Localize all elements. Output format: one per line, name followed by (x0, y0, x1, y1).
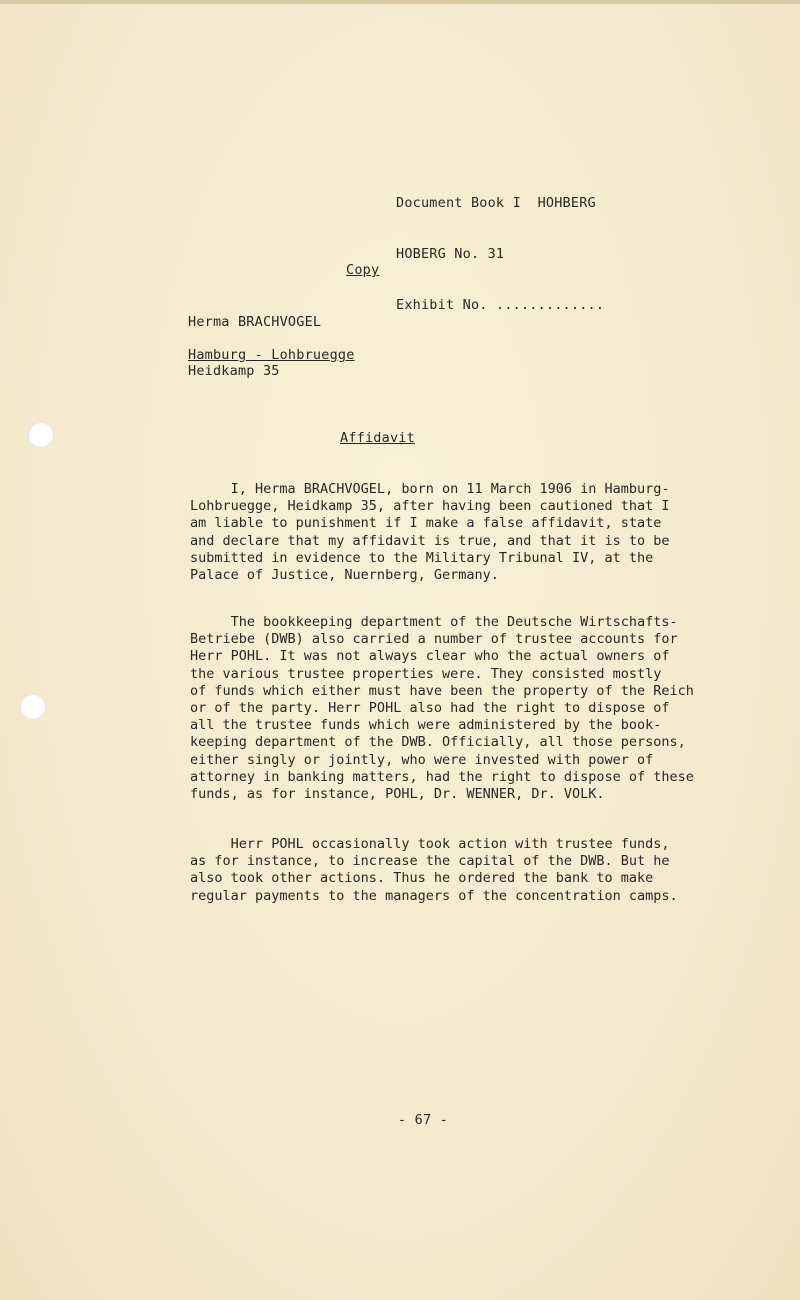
paragraph-line: all the trustee funds which were administered by the book- (190, 717, 662, 734)
punch-hole-lower (20, 694, 46, 720)
paragraph-trustee-accounts (190, 614, 730, 803)
paragraph-line: am liable to punishment if I make a false affidavit, state (190, 515, 662, 532)
paragraph-line: or of the party. Herr POHL also had the right to dispose of (190, 700, 670, 717)
paragraph-line: Betriebe (DWB) also carried a number of trustee accounts for (190, 631, 678, 648)
paragraph-line: submitted in evidence to the Military Tribunal IV, at the (190, 549, 654, 566)
paragraph-line: the various trustee properties were. They consisted mostly (190, 665, 662, 682)
paragraph-line: I, Herma BRACHVOGEL, born on 11 March 1906 in Hamburg- (190, 481, 670, 497)
paragraph-line: Palace of Justice, Nuernberg, Germany. (190, 567, 499, 584)
paragraph-line: and declare that my affidavit is true, and that it is to be (190, 532, 670, 549)
paragraph-line: Lohbruegge, Heidkamp 35, after having been cautioned that I (190, 498, 670, 515)
paragraph-line: regular payments to the managers of the concentration camps. (190, 887, 678, 904)
paragraph-line: Herr POHL occasionally took action with trustee funds, (190, 836, 670, 852)
paragraph-line: also took other actions. Thus he ordered the bank to make (190, 870, 654, 887)
paragraph-line: as for instance, to increase the capital of the DWB. But he (190, 853, 670, 870)
paragraph-pohl-actions (190, 836, 730, 905)
paragraph-line: funds, as for instance, POHL, Dr. WENNER, Dr. VOLK. (190, 786, 605, 803)
paragraph-line: Herr POHL. It was not always clear who the actual owners of (190, 648, 670, 665)
author-address-street: Heidkamp 35 (188, 363, 280, 379)
page-number: - 67 - (398, 1112, 448, 1128)
paragraph-line: keeping department of the DWB. Officially, all those persons, (190, 734, 686, 751)
header-line-hoberg-number: HOBERG No. 31 (396, 246, 505, 262)
author-name: Herma BRACHVOGEL (188, 314, 322, 330)
paragraph-line: either singly or jointly, who were invested with power of (190, 751, 654, 768)
document-title: Affidavit (340, 430, 415, 446)
copy-label: Copy (346, 262, 380, 278)
header-line-exhibit-number: Exhibit No. ............. (396, 297, 605, 313)
page-top-edge (0, 0, 800, 4)
paragraph-line: of funds which either must have been the property of the Reich (190, 682, 694, 699)
punch-hole-upper (28, 422, 54, 448)
header-line-document-book: Document Book I HOHBERG (396, 195, 596, 211)
document-header (396, 161, 604, 348)
paragraph-line: The bookkeeping department of the Deutsche Wirtschafts- (190, 614, 678, 630)
paragraph-declaration (190, 481, 730, 584)
paragraph-line: attorney in banking matters, had the right to dispose of these (190, 768, 694, 785)
author-address-city: Hamburg - Lohbruegge (188, 347, 355, 363)
